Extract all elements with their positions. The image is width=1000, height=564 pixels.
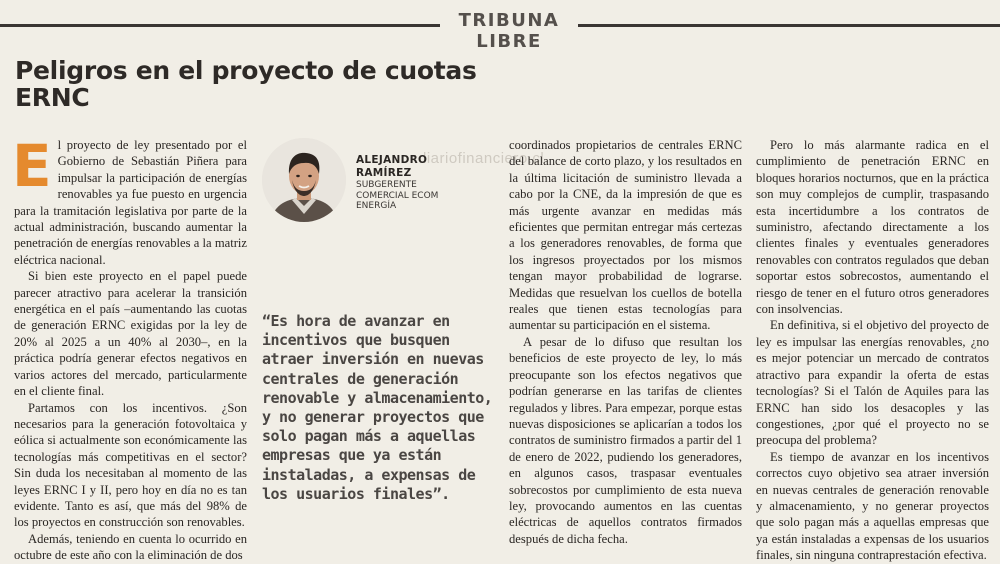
paragraph	[12, 132, 247, 268]
paragraph: Es tiempo de avanzar en los incentivos correctos cuyo objetivo sea atraer inversión en nuevas centrales de generación renovable y almacenamiento, y no generar proyectos que solo pagan más a aquellas empresas que ya están instaladas a expensas de los usuarios finales, sin ninguna contraprestación efectiva.	[756, 449, 989, 563]
section-label: TRIBUNA LIBRE	[458, 10, 560, 52]
author-photo	[262, 138, 346, 222]
headline-line-1: Peligros en el proyecto de cuotas	[15, 56, 477, 85]
column-4	[756, 137, 989, 564]
paragraph: A pesar de lo difuso que resultan los beneficios de este proyecto de ley, lo más preocupante son los efectos negativos que podrían generarse en las tarifas de clientes regulados y libres. Para empezar, porque estas nuevas disposiciones se aplicarían a todos los contratos de suministro firmados a partir del 1 de enero de 2022, pudiendo los generadores, en algunos casos, traspasar eventuales sobrecostos por cumplimiento de esta nueva ley, provocando aumentos en las cuentas eléctricas de aquellos contratos firmados después de dicha fecha.	[509, 334, 742, 546]
paragraph: Además, teniendo en cuenta lo ocurrido en octubre de este año con la eliminación de dos	[14, 531, 247, 563]
paragraph: En definitiva, si el objetivo del proyecto de ley es impulsar las energías renovables, ¿no es mejor potenciar un mercado de contratos atractivo para expandir la oferta de estas tecnologías? Si el Talón de Aquiles para las ERNC han sido los desacoples y las congestiones, ¿por qué el proyecto no se preocupa del problema?	[756, 318, 989, 448]
paragraph: Pero lo más alarmante radica en el cumplimiento de penetración ERNC en bloques horarios nocturnos, que en la práctica son muy complejos de cumplir, traspasando esta incertidumbre a los contratos de suministro, afectando directamente a los clientes finales y eventuales generadores renovables con contratos regulados que deban soportar estos sobrecostos, aumentando el riesgo de tener en el futuro otros generadores con insolvencias.	[756, 138, 989, 317]
drop-cap: E	[12, 132, 52, 200]
headline-line-2: ERNC	[15, 83, 90, 112]
paragraph: coordinados propietarios de centrales ERNC del balance de corto plazo, y los resultados en la última licitación de suministro llevada a cabo por la CNE, da la impresión de que es más urgente avanzar en medidas más eficientes que permitan entregar más certezas a los generadores renovables, de forma que los ingresos proyectados por los mismos tengan mayor probabilidad de lograrse. Medidas que resuelvan los cuellos de botella reales que tienen estas tecnologías para aumentar su participación en el sistema.	[509, 138, 742, 333]
paragraph-text: l proyecto de ley presentado por el Gobierno de Sebastián Piñera para impulsar la participación de energías renovables ya fue puesto en urgencia para la tramitación legislativa por parte de la actual administración, buscando aumentar la penetración de energías renovables a la matriz eléctrica nacional.	[14, 138, 247, 267]
author-role-line: SUBGERENTE	[356, 180, 417, 190]
column-1	[12, 132, 247, 564]
headline	[15, 57, 485, 111]
author-first-name: ALEJANDRO	[356, 154, 428, 166]
paragraph: Partamos con los incentivos. ¿Son necesarios para la generación fotovoltaica y eólica si actualmente son económicamente las tecnologías más competitivas en el sector? Sin duda los necesitaban al momento de las leyes ERNC I y II, pero hoy en día no es tan evidente. Tanto es así, que más del 98% de los proyectos en construcción son renovables.	[14, 400, 247, 530]
author-last-name: RAMÍREZ	[356, 167, 412, 179]
author-role-line: ENERGÍA	[356, 201, 397, 211]
top-rule-left	[0, 24, 440, 27]
pull-quote: “Es hora de avanzar en incentivos que busquen atraer inversión en nuevas centrales de generación renovable y almacenamiento, y no generar proyectos que solo pagan más a aquellas empresas que ya están instaladas, a expensas de los usuarios finales”.	[262, 312, 493, 503]
column-3	[509, 137, 742, 547]
author-role	[356, 180, 496, 212]
author-role-line: COMERCIAL ECOM	[356, 190, 439, 201]
watermark: diariofinanciero.cl	[418, 150, 545, 167]
paragraph: Si bien este proyecto en el papel puede parecer atractivo para acelerar la transición energética en el país –aumentando las cuotas de generación ERNC exigidas por la ley de 20% al 2025 a un 40% al 2030–, en la práctica podría generar efectos negativos en varios actores del mercado, particularmente en el cliente final.	[14, 269, 247, 399]
author-name	[356, 154, 496, 180]
top-rule-right	[578, 24, 1000, 27]
